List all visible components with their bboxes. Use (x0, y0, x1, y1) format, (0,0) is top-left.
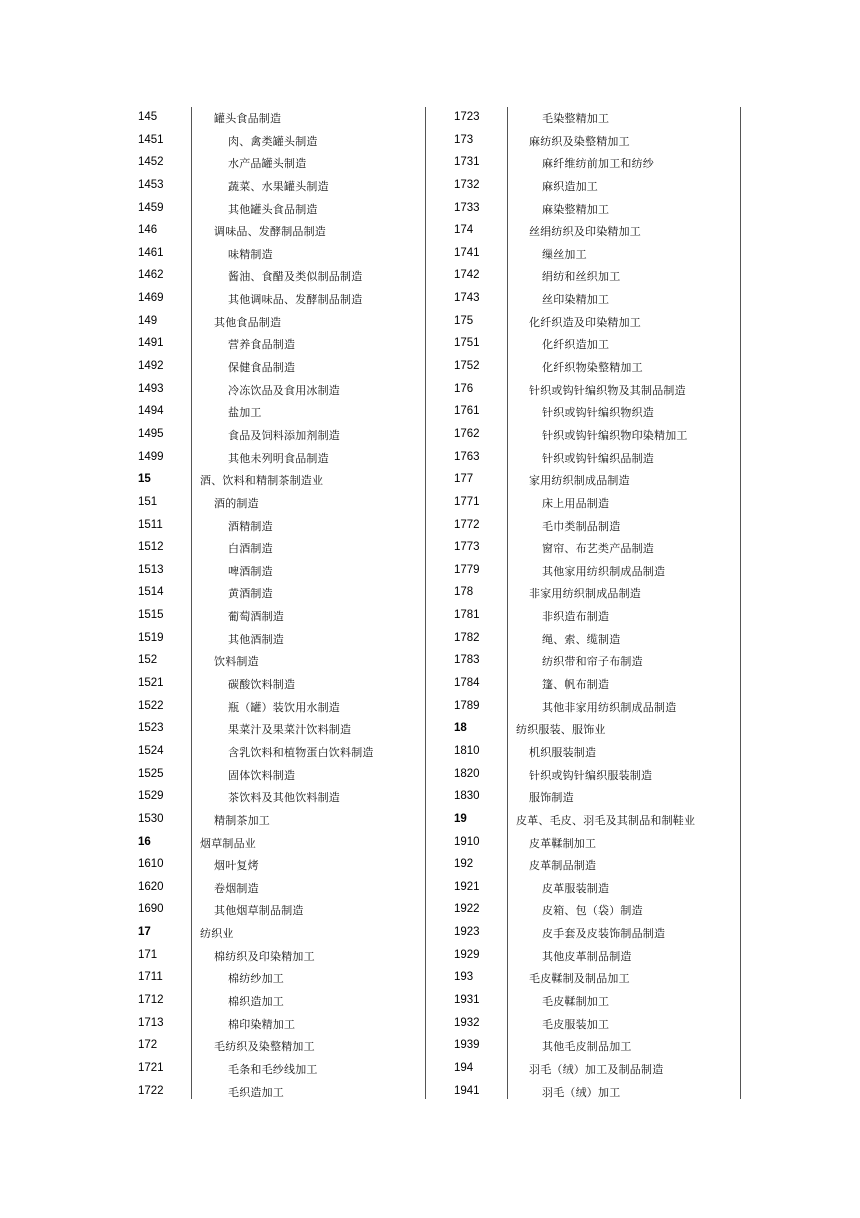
table-row (138, 1035, 428, 1058)
industry-code: 1910 (454, 835, 480, 848)
industry-name: 针织或钩针编织物及其制品制造 (529, 383, 686, 397)
industry-code: 1763 (454, 450, 480, 463)
industry-name: 绢纺和丝织加工 (542, 270, 621, 284)
industry-name: 窗帘、布艺类产品制造 (542, 542, 654, 556)
industry-code: 1789 (454, 699, 480, 712)
industry-code: 1752 (454, 360, 480, 373)
table-row (454, 333, 744, 356)
table-row (454, 130, 744, 153)
table-row (138, 311, 428, 334)
classification-table-right (454, 107, 744, 1103)
table-row (138, 288, 428, 311)
table-row (454, 1058, 744, 1081)
industry-code: 176 (454, 382, 474, 395)
table-row (454, 265, 744, 288)
industry-name: 针织或钩针编织物织造 (542, 406, 654, 420)
industry-code: 1722 (138, 1084, 164, 1097)
industry-name: 毛纺织及染整精加工 (214, 1040, 315, 1054)
table-row (454, 809, 744, 832)
table-row (138, 854, 428, 877)
table-row (454, 990, 744, 1013)
industry-code: 1511 (138, 518, 163, 531)
industry-code: 1452 (138, 156, 164, 169)
industry-name: 其他食品制造 (214, 315, 282, 329)
industry-code: 1461 (138, 246, 164, 259)
table-row (138, 832, 428, 855)
industry-code: 1524 (138, 744, 164, 757)
table-row (454, 243, 744, 266)
industry-name: 麻纤维纺前加工和纺纱 (542, 157, 654, 171)
table-row (138, 537, 428, 560)
industry-code: 1830 (454, 790, 480, 803)
table-row (138, 650, 428, 673)
industry-code: 1733 (454, 201, 480, 214)
industry-code: 1779 (454, 563, 480, 576)
industry-code: 1742 (454, 269, 480, 282)
table-row (138, 560, 428, 583)
industry-code: 1932 (454, 1016, 480, 1029)
industry-code: 1522 (138, 699, 164, 712)
table-row (454, 673, 744, 696)
industry-name: 麻染整精加工 (542, 202, 610, 216)
industry-name: 盐加工 (228, 406, 262, 420)
industry-name: 酱油、食醋及类似制品制造 (228, 270, 363, 284)
industry-code: 1741 (454, 246, 480, 259)
industry-name: 保健食品制造 (228, 361, 296, 375)
industry-name: 丝绢纺织及印染精加工 (529, 225, 641, 239)
industry-name: 毛皮鞣制及制品加工 (529, 972, 630, 986)
industry-code: 1453 (138, 178, 164, 191)
industry-name: 酒的制造 (214, 496, 259, 510)
industry-name: 黄酒制造 (228, 587, 273, 601)
industry-code: 1751 (454, 337, 480, 350)
industry-name: 棉印染精加工 (228, 1017, 296, 1031)
table-row (454, 877, 744, 900)
industry-code: 175 (454, 314, 474, 327)
table-row (138, 582, 428, 605)
table-row (454, 560, 744, 583)
industry-name: 冷冻饮品及食用冰制造 (228, 383, 340, 397)
industry-code: 17 (138, 926, 151, 939)
industry-name: 棉纺织及印染精加工 (214, 949, 315, 963)
table-row (138, 1081, 428, 1104)
industry-name: 其他调味品、发酵制品制造 (228, 293, 363, 307)
industry-name: 其他酒制造 (228, 632, 284, 646)
table-row (454, 1013, 744, 1036)
table-row (454, 650, 744, 673)
industry-name: 含乳饮料和植物蛋白饮料制造 (228, 745, 374, 759)
industry-code: 1743 (454, 292, 480, 305)
industry-name: 缫丝加工 (542, 247, 587, 261)
industry-code: 1820 (454, 767, 480, 780)
industry-code: 171 (138, 948, 158, 961)
table-row (138, 447, 428, 470)
industry-name: 机织服装制造 (529, 745, 597, 759)
industry-code: 1922 (454, 903, 480, 916)
classification-table-left (138, 107, 428, 1103)
industry-name: 营养食品制造 (228, 338, 296, 352)
industry-name: 其他皮革制品制造 (542, 949, 632, 963)
industry-name: 家用纺织制成品制造 (529, 474, 630, 488)
industry-code: 172 (138, 1039, 158, 1052)
table-row (138, 356, 428, 379)
table-row (454, 469, 744, 492)
industry-code: 1499 (138, 450, 164, 463)
table-row (138, 945, 428, 968)
industry-name: 麻纺织及染整精加工 (529, 134, 630, 148)
table-row (138, 379, 428, 402)
industry-code: 1929 (454, 948, 480, 961)
industry-code: 15 (138, 473, 151, 486)
industry-code: 178 (454, 586, 474, 599)
table-row (138, 809, 428, 832)
table-row (454, 922, 744, 945)
industry-name: 白酒制造 (228, 542, 273, 556)
industry-name: 服饰制造 (529, 791, 574, 805)
industry-name: 酒精制造 (228, 519, 273, 533)
table-row (138, 786, 428, 809)
table-row (454, 605, 744, 628)
table-row (138, 605, 428, 628)
industry-code: 194 (454, 1061, 474, 1074)
table-row (454, 741, 744, 764)
industry-code: 192 (454, 858, 474, 871)
industry-name: 羽毛（绒）加工及制品制造 (529, 1062, 664, 1076)
table-row (138, 265, 428, 288)
industry-code: 1492 (138, 360, 164, 373)
industry-name: 皮革制品制造 (529, 859, 597, 873)
industry-code: 1459 (138, 201, 164, 214)
table-row (138, 243, 428, 266)
industry-name: 茶饮料及其他饮料制造 (228, 791, 340, 805)
industry-name: 烟草制品业 (200, 836, 256, 850)
industry-name: 固体饮料制造 (228, 768, 296, 782)
industry-name: 其他毛皮制品加工 (542, 1040, 632, 1054)
table-row (138, 673, 428, 696)
table-row (138, 922, 428, 945)
industry-code: 1451 (138, 133, 164, 146)
industry-code: 1525 (138, 767, 164, 780)
industry-code: 1529 (138, 790, 164, 803)
industry-name: 毛巾类制品制造 (542, 519, 621, 533)
industry-name: 调味品、发酵制品制造 (214, 225, 326, 239)
table-row (454, 899, 744, 922)
industry-code: 1772 (454, 518, 480, 531)
industry-name: 纺织业 (200, 927, 234, 941)
industry-code: 151 (138, 495, 158, 508)
industry-name: 皮革、毛皮、羽毛及其制品和制鞋业 (516, 813, 696, 827)
table-row (138, 198, 428, 221)
industry-name: 纺织服装、服饰业 (516, 723, 606, 737)
industry-code: 1782 (454, 631, 480, 644)
industry-code: 1521 (138, 677, 164, 690)
industry-name: 瓶（罐）装饮用水制造 (228, 700, 340, 714)
table-row (454, 1081, 744, 1104)
industry-name: 肉、禽类罐头制造 (228, 134, 318, 148)
industry-code: 1783 (454, 654, 480, 667)
industry-name: 毛皮服装加工 (542, 1017, 610, 1031)
industry-name: 其他未列明食品制造 (228, 451, 329, 465)
table-row (454, 198, 744, 221)
table-row (454, 288, 744, 311)
industry-name: 床上用品制造 (542, 496, 610, 510)
industry-name: 食品及饲料添加剂制造 (228, 428, 340, 442)
industry-code: 1723 (454, 111, 480, 123)
table-row (138, 990, 428, 1013)
industry-name: 罐头食品制造 (214, 112, 282, 125)
table-row (454, 220, 744, 243)
industry-code: 1711 (138, 971, 163, 984)
industry-code: 1515 (138, 609, 164, 622)
industry-code: 1923 (454, 926, 480, 939)
industry-name: 其他烟草制品制造 (214, 904, 304, 918)
industry-name: 化纤织物染整精加工 (542, 361, 643, 375)
industry-name: 啤酒制造 (228, 564, 273, 578)
industry-code: 1713 (138, 1016, 164, 1029)
industry-name: 麻织造加工 (542, 179, 598, 193)
industry-name: 羽毛（绒）加工 (542, 1085, 621, 1099)
table-row (138, 515, 428, 538)
table-row (454, 832, 744, 855)
table-row (138, 764, 428, 787)
industry-name: 味精制造 (228, 247, 273, 261)
industry-code: 1941 (454, 1084, 480, 1097)
industry-code: 1462 (138, 269, 164, 282)
table-row (454, 967, 744, 990)
table-row (454, 311, 744, 334)
table-row (138, 220, 428, 243)
industry-code: 146 (138, 224, 158, 237)
table-row (454, 696, 744, 719)
table-row (454, 515, 744, 538)
industry-code: 1712 (138, 993, 164, 1006)
industry-code: 1519 (138, 631, 164, 644)
industry-name: 绳、索、缆制造 (542, 632, 621, 646)
industry-name: 其他非家用纺织制成品制造 (542, 700, 677, 714)
industry-code: 1939 (454, 1039, 480, 1052)
industry-code: 1530 (138, 812, 164, 825)
industry-code: 149 (138, 314, 158, 327)
industry-code: 145 (138, 111, 158, 123)
industry-code: 1512 (138, 541, 164, 554)
industry-name: 饮料制造 (214, 655, 259, 669)
industry-name: 皮革服装制造 (542, 881, 610, 895)
industry-code: 1781 (454, 609, 480, 622)
table-row (454, 786, 744, 809)
table-row (138, 469, 428, 492)
industry-code: 1761 (454, 405, 480, 418)
industry-code: 1494 (138, 405, 164, 418)
industry-code: 174 (454, 224, 474, 237)
industry-code: 1514 (138, 586, 164, 599)
industry-code: 1771 (454, 495, 480, 508)
industry-name: 毛皮鞣制加工 (542, 994, 610, 1008)
industry-code: 1721 (138, 1061, 164, 1074)
industry-name: 其他家用纺织制成品制造 (542, 564, 666, 578)
industry-name: 皮箱、包（袋）制造 (542, 904, 643, 918)
industry-code: 1731 (454, 156, 480, 169)
industry-name: 蔬菜、水果罐头制造 (228, 179, 329, 193)
industry-name: 烟叶复烤 (214, 859, 259, 873)
industry-name: 针织或钩针编织品制造 (542, 451, 654, 465)
industry-code: 1491 (138, 337, 164, 350)
table-row (138, 696, 428, 719)
industry-name: 纺织带和帘子布制造 (542, 655, 643, 669)
industry-name: 针织或钩针编织服装制造 (529, 768, 653, 782)
industry-name: 毛条和毛纱线加工 (228, 1062, 318, 1076)
industry-name: 丝印染精加工 (542, 293, 610, 307)
table-row (138, 628, 428, 651)
industry-code: 1495 (138, 427, 164, 440)
table-row (454, 107, 744, 130)
industry-name: 篷、帆布制造 (542, 678, 610, 692)
table-row (138, 175, 428, 198)
industry-code: 1620 (138, 880, 164, 893)
industry-code: 193 (454, 971, 474, 984)
industry-name: 精制茶加工 (214, 813, 270, 827)
industry-name: 针织或钩针编织物印染精加工 (542, 428, 688, 442)
industry-code: 18 (454, 722, 467, 735)
table-row (454, 379, 744, 402)
table-row (454, 945, 744, 968)
industry-code: 1810 (454, 744, 480, 757)
industry-name: 葡萄酒制造 (228, 610, 284, 624)
industry-code: 177 (454, 473, 474, 486)
table-row (138, 741, 428, 764)
table-row (138, 130, 428, 153)
table-row (454, 582, 744, 605)
table-row (454, 424, 744, 447)
industry-name: 酒、饮料和精制茶制造业 (200, 474, 324, 488)
industry-name: 皮革鞣制加工 (529, 836, 597, 850)
industry-code: 1784 (454, 677, 480, 690)
table-row (138, 424, 428, 447)
industry-name: 毛织造加工 (228, 1085, 284, 1099)
table-row (454, 854, 744, 877)
table-row (454, 537, 744, 560)
industry-code: 152 (138, 654, 158, 667)
table-row (138, 967, 428, 990)
industry-name: 碳酸饮料制造 (228, 678, 296, 692)
table-row (454, 175, 744, 198)
table-row (138, 1013, 428, 1036)
industry-code: 16 (138, 835, 151, 848)
table-row (454, 718, 744, 741)
industry-name: 卷烟制造 (214, 881, 259, 895)
industry-code: 1762 (454, 427, 480, 440)
industry-code: 1690 (138, 903, 164, 916)
table-row (454, 447, 744, 470)
industry-code: 173 (454, 133, 474, 146)
industry-code: 1493 (138, 382, 164, 395)
industry-code: 1469 (138, 292, 164, 305)
industry-name: 其他罐头食品制造 (228, 202, 318, 216)
table-row (138, 877, 428, 900)
table-row (138, 1058, 428, 1081)
industry-name: 水产品罐头制造 (228, 157, 307, 171)
industry-code: 1773 (454, 541, 480, 554)
table-row (454, 1035, 744, 1058)
industry-name: 果菜汁及果菜汁饮料制造 (228, 723, 352, 737)
industry-code: 19 (454, 812, 467, 825)
table-row (454, 764, 744, 787)
table-row (454, 628, 744, 651)
table-row (454, 492, 744, 515)
industry-code: 1513 (138, 563, 164, 576)
table-row (138, 333, 428, 356)
table-row (454, 401, 744, 424)
industry-code: 1523 (138, 722, 164, 735)
table-row (138, 899, 428, 922)
table-row (454, 152, 744, 175)
industry-name: 化纤织造加工 (542, 338, 610, 352)
table-row (138, 401, 428, 424)
industry-code: 1732 (454, 178, 480, 191)
industry-code: 1921 (454, 880, 480, 893)
industry-name: 棉织造加工 (228, 994, 284, 1008)
industry-name: 棉纺纱加工 (228, 972, 284, 986)
industry-code: 1610 (138, 858, 164, 871)
table-row (138, 107, 428, 130)
industry-name: 毛染整精加工 (542, 112, 610, 125)
table-row (138, 152, 428, 175)
industry-name: 化纤织造及印染精加工 (529, 315, 641, 329)
table-row (454, 356, 744, 379)
industry-name: 非家用纺织制成品制造 (529, 587, 641, 601)
industry-name: 非织造布制造 (542, 610, 610, 624)
table-row (138, 492, 428, 515)
industry-code: 1931 (454, 993, 480, 1006)
industry-name: 皮手套及皮装饰制品制造 (542, 927, 666, 941)
table-row (138, 718, 428, 741)
